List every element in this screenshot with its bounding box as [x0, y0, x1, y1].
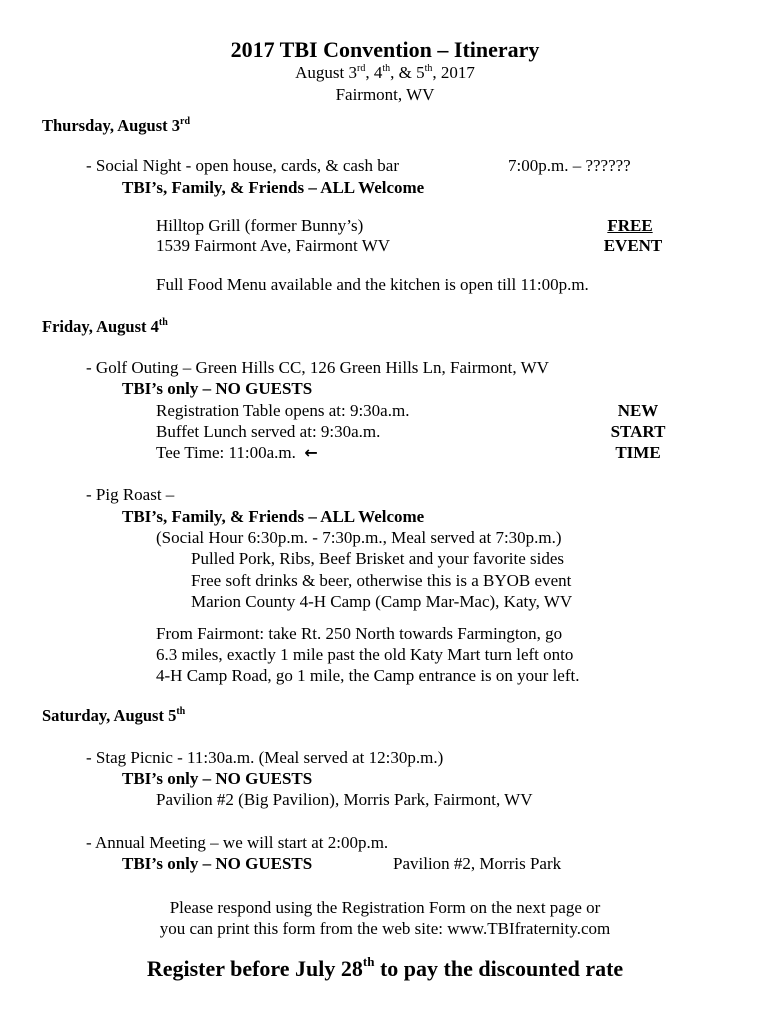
event-dates: August 3rd, 4th, & 5th, 2017 — [295, 63, 475, 82]
event-location: Fairmont, WV — [335, 85, 435, 104]
directions-line-1: From Fairmont: take Rt. 250 North towards Farmington, go — [156, 624, 563, 643]
venue-address: 1539 Fairmont Ave, Fairmont WV — [156, 236, 391, 255]
page-title: 2017 TBI Convention – Itinerary — [230, 37, 540, 62]
tee-time: Tee Time: 11:00a.m. ← — [156, 443, 318, 462]
registration-time: Registration Table opens at: 9:30a.m. — [156, 401, 410, 420]
time-badge: TIME — [615, 443, 661, 462]
social-night-time: 7:00p.m. – ?????? — [508, 156, 631, 175]
free-badge: FREE — [607, 216, 653, 235]
start-badge: START — [610, 422, 666, 441]
arrow-left-icon: ← — [304, 443, 318, 462]
pig-roast-hours: (Social Hour 6:30p.m. - 7:30p.m., Meal served at 7:30p.m.) — [156, 528, 562, 547]
golf-audience: TBI’s only – NO GUESTS — [122, 379, 313, 398]
annual-meeting-line: - Annual Meeting – we will start at 2:00p.m. — [86, 833, 389, 852]
venue-name: Hilltop Grill (former Bunny’s) — [156, 216, 364, 235]
buffet-time: Buffet Lunch served at: 9:30a.m. — [156, 422, 381, 441]
respond-line-2: you can print this form from the web site: www.TBIfraternity.com — [159, 919, 611, 938]
stag-picnic-line: - Stag Picnic - 11:30a.m. (Meal served at 12:30p.m.) — [86, 748, 444, 767]
register-deadline: Register before July 28th to pay the discounted rate — [146, 954, 624, 981]
annual-meeting-venue: Pavilion #2, Morris Park — [393, 854, 562, 873]
social-night-line: - Social Night - open house, cards, & cash bar — [86, 156, 399, 175]
pig-roast-menu: Pulled Pork, Ribs, Beef Brisket and your favorite sides — [191, 549, 565, 568]
saturday-heading: Saturday, August 5th — [42, 706, 186, 725]
pig-roast-audience: TBI’s, Family, & Friends – ALL Welcome — [122, 507, 425, 526]
annual-meeting-audience: TBI’s only – NO GUESTS — [122, 854, 313, 873]
stag-picnic-audience: TBI’s only – NO GUESTS — [122, 769, 313, 788]
directions-line-2: 6.3 miles, exactly 1 mile past the old Katy Mart turn left onto — [156, 645, 574, 664]
golf-outing-line: - Golf Outing – Green Hills CC, 126 Green Hills Ln, Fairmont, WV — [86, 358, 549, 377]
pig-roast-venue: Marion County 4-H Camp (Camp Mar-Mac), Katy, WV — [191, 592, 573, 611]
pig-roast-drinks: Free soft drinks & beer, otherwise this is a BYOB event — [191, 571, 572, 590]
social-night-audience: TBI’s, Family, & Friends – ALL Welcome — [122, 178, 425, 197]
respond-line-1: Please respond using the Registration Form on the next page or — [169, 898, 601, 917]
event-badge: EVENT — [603, 236, 663, 255]
thursday-heading: Thursday, August 3rd — [42, 116, 191, 135]
pig-roast-line: - Pig Roast – — [86, 485, 175, 504]
new-badge: NEW — [617, 401, 659, 420]
stag-picnic-venue: Pavilion #2 (Big Pavilion), Morris Park, Fairmont, WV — [156, 790, 533, 809]
directions-line-3: 4-H Camp Road, go 1 mile, the Camp entrance is on your left. — [156, 666, 580, 685]
friday-heading: Friday, August 4th — [42, 317, 168, 336]
kitchen-note: Full Food Menu available and the kitchen is open till 11:00p.m. — [156, 275, 589, 294]
